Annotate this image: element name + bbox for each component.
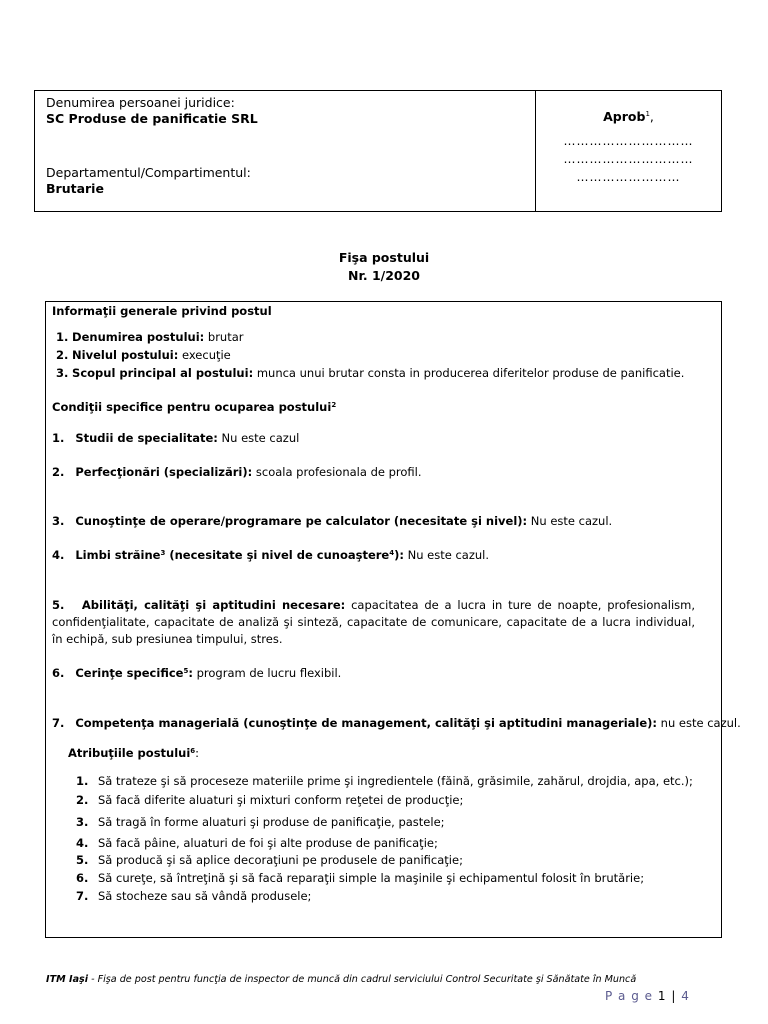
signature-line-1: …………………………	[563, 134, 694, 149]
duties-heading: Atribuţiile postului$^6$:	[68, 746, 200, 760]
general-item-2: 2. Nivelul postului: execuţie	[56, 348, 231, 362]
condition-item-7: 7. Competenţa managerială (cunoştinţe de management, calităţi şi aptitudini manageriale): nu este cazul.	[52, 716, 741, 730]
duty-item: 7. Să stocheze sau să vândă produsele;	[76, 889, 312, 903]
approval-label: Aprob	[603, 109, 646, 125]
condition-item-4: 4. Limbi străine$^3$ (necesitate şi nivel de cunoaştere$^4$): Nu este cazul.	[52, 548, 490, 562]
general-item-1: 1. Denumirea postului: brutar	[56, 330, 244, 344]
page-number: P a g e 1 | 4	[605, 989, 690, 1003]
condition-item-6: 6. Cerinţe specifice$^5$: program de lucru flexibil.	[52, 666, 342, 680]
page-total: 4	[681, 989, 690, 1003]
document-number: Nr. 1/2020	[348, 268, 420, 283]
duty-item: 6. Să cureţe, să întreţină şi să facă reparaţii simple la maşinile şi echipamentul folosit în brutărie;	[76, 871, 645, 885]
document-title: Fişa postului	[338, 250, 430, 265]
footer-org: ITM Iaşi	[46, 974, 89, 985]
approval-cell	[536, 91, 721, 211]
conditions-heading: Condiţii specifice pentru ocuparea postului$^2$	[52, 400, 337, 414]
general-info-heading: Informaţii generale privind postul	[52, 304, 272, 318]
department-label: Departamentul/Compartimentul:	[46, 165, 251, 180]
duty-item: 3. Să tragă în forme aluaturi şi produse de panificaţie, pastele;	[76, 815, 445, 829]
signature-line-2: …………………………	[563, 152, 694, 167]
condition-item-3: 3. Cunoştinţe de operare/programare pe calculator (necesitate şi nivel): Nu este cazul.	[52, 514, 613, 528]
duty-item: 2. Să facă diferite aluaturi şi mixturi conform reţetei de producţie;	[76, 793, 464, 807]
entity-value: SC Produse de panificatie SRL	[46, 111, 258, 126]
general-item-3: 3. Scopul principal al postului: munca unui brutar consta in producerea diferitelor produse de panificatie.	[56, 366, 685, 380]
entity-label: Denumirea persoanei juridice:	[46, 95, 235, 110]
duty-item: 5. Să producă şi să aplice decoraţiuni pe produsele de panificaţie;	[76, 853, 463, 867]
department-value: Brutarie	[46, 181, 104, 196]
condition-item-5: 5. Abilităţi, calităţi şi aptitudini necesare: capacitatea de a lucra in ture de noapte, profesionalism, confidenţialitate, capacitate de analiză şi sinteză, capacitate de comunicare, capacitate de a lucra individual, în echipă, sub presiunea timpului, stres.	[52, 598, 695, 646]
condition-item-2: 2. Perfecţionări (specializări): scoala profesionala de profil.	[52, 465, 422, 479]
approval-heading: Aprob$^1$,	[603, 109, 654, 125]
header-left-cell	[35, 91, 536, 211]
conditions-footnote-ref: 2	[331, 401, 337, 409]
page-footer	[46, 974, 636, 985]
duty-item: 4. Să facă pâine, aluaturi de foi şi alte produse de panificaţie;	[76, 836, 438, 850]
approval-footnote-ref: 1	[645, 110, 650, 118]
condition-item-1: 1. Studii de specialitate: Nu este cazul	[52, 431, 300, 445]
footer-text: - Fişa de post pentru funcţia de inspector de muncă din cadrul serviciului Control Securitate şi Sănătate în Muncă	[88, 974, 637, 985]
signature-line-3: ……………………	[576, 170, 681, 185]
duty-item: 1. Să trateze şi să proceseze materiile prime şi ingredientele (făină, grăsimile, zahărul, drojdia, apa, etc.);	[76, 774, 693, 788]
job-description-box	[45, 301, 741, 938]
page-current: 1	[657, 989, 667, 1003]
page-label: P a g e	[605, 989, 654, 1003]
header-table	[34, 90, 722, 212]
